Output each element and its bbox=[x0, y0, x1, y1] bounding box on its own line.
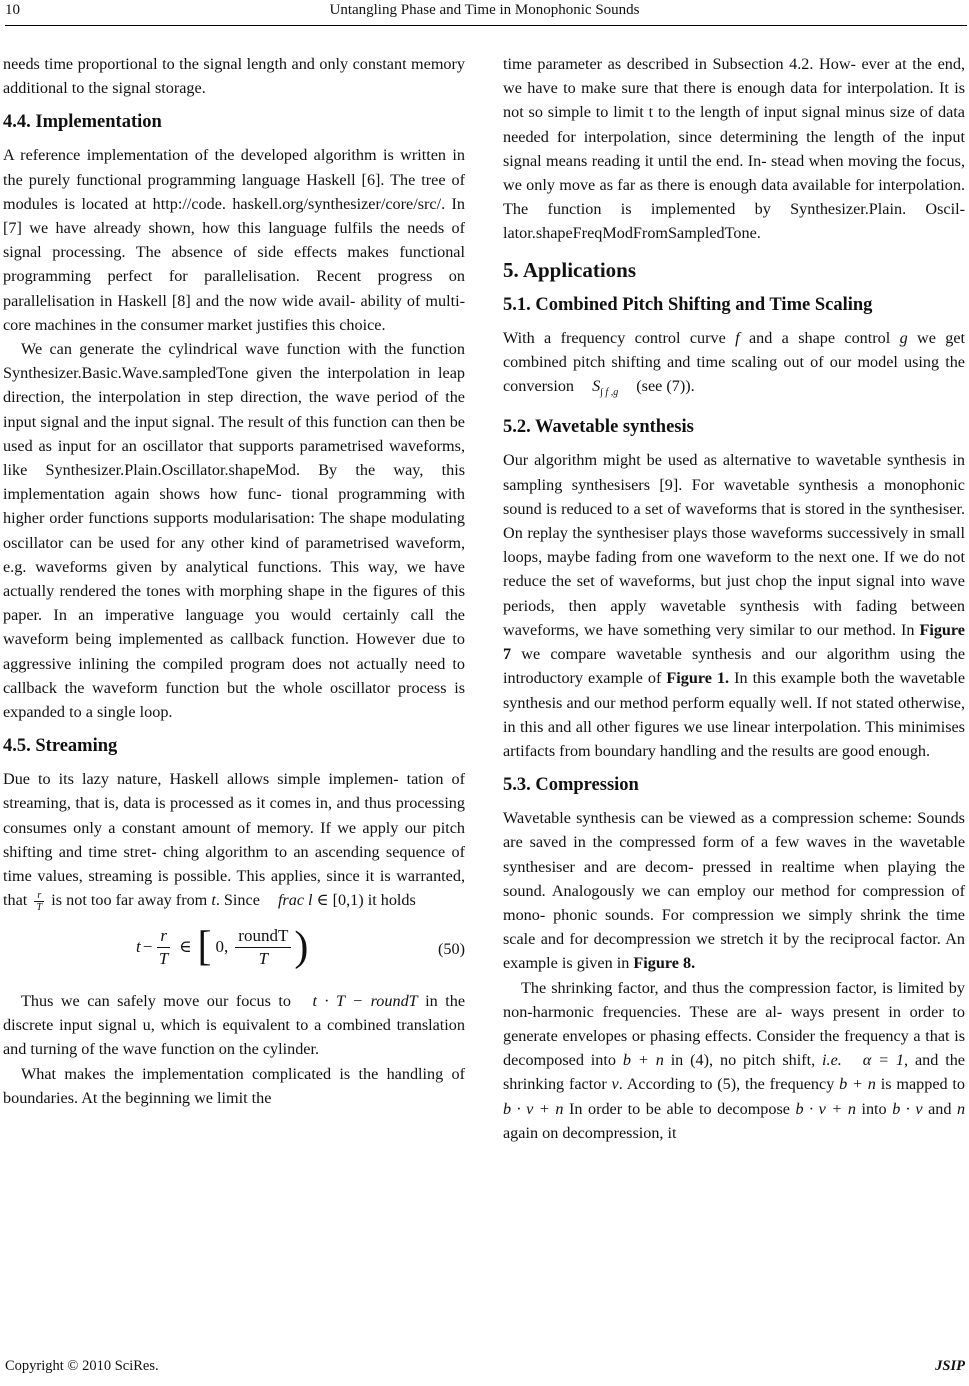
paragraph-shrinking: The shrinking factor, and thus the compression factor, is limited by non-harmonic frequencies. These are al- ways present in order to generate envelopes or phasing effects. Consider the frequency a that is decomposed into b + n in (4), no pitch shift, i.e. α = 1, and the shrinking factor v. According to (5), the frequency b + n is mapped to b · v + n In order to be able to decompose b · v + n into b · v and n again on decompression, it bbox=[503, 978, 966, 1142]
math-focus: t · T − roundT bbox=[312, 992, 418, 1011]
copyright-text: Copyright © 2010 SciRes. bbox=[5, 1358, 159, 1374]
paragraph-thus: Thus we can safely move our focus to t · T − roundT in the discrete input signal u, which is equivalent to a combined translation and turning of the wave function on the cylinder. bbox=[3, 992, 466, 1059]
paragraph-streaming: Due to its lazy nature, Haskell allows simple implemen- tation of streaming, that is, data is processed as it comes in, and thus processing consumes only a constant amount of memory. If we apply our pitch shifting and time stret- ching algorithm to an ascending sequence of time values, streaming is possible. This applies, since it is warranted, that $\frac{r}{T}$ is not too far away from t. Since frac l ∈ [0,1) it holds bbox=[3, 770, 465, 914]
right-column bbox=[503, 52, 965, 1145]
equation-50: t − $\frac{r}{T}$ ∈ [ 0, $\frac{\text{roundT}}{T}$ ) (50) bbox=[136, 924, 465, 971]
paragraph-wavetable: Our algorithm might be used as alternative to wavetable synthesis in sampling synthesisers [9]. For wavetable synthesis a monophonic sound is reduced to a set of waveforms that is stored in the synthesiser. On replay the synthesiser plays those waveforms successively in small loops, maybe fading from one waveform to the next one. If we do not reduce the set of waveforms, but just chop the input signal into wave periods, then apply wavetable synthesis with fading between waveforms, we have something very similar to our method. In Figure 7 we compare wavetable synthesis and our algorithm using the introductory example of Figure 1. In this example both the wavetable synthesis and our method perform equally well. If not stated otherwise, in this and all other figures we use linear interpolation. This minimises artifacts from boundary handling and the results are good enough. bbox=[503, 451, 966, 760]
figure-1-ref: Figure 1. bbox=[666, 669, 730, 688]
inline-fraction-r-over-T: $\frac{r}{T}$ bbox=[34, 890, 44, 913]
running-title: Untangling Phase and Time in Monophonic Sounds bbox=[329, 2, 640, 18]
header-rule bbox=[5, 25, 967, 26]
math-interval: [0,1) bbox=[332, 891, 364, 910]
heading-streaming: 4.5. Streaming bbox=[3, 736, 118, 757]
left-column bbox=[3, 52, 465, 1110]
paragraph-implementation-2: We can generate the cylindrical wave function with the function Synthesizer.Basic.Wave.sampledTone given the interpolation in leap direction, the interpolation in step direction, the wave period of the input signal and the input signal. The result of this function can then be used as input for an oscillator that supports parametrised waveforms, like Synthesizer.Plain.Oscillator.shapeMod. By the way, this implementation again shows how func- tional programming with higher order functions supports modularisation: The shape modulating oscillator can be used for any other kind of parametrised waveform, e.g. waveforms given by analytical functions. This way, we have actually rendered the tones with morphing shape in the figures of this paper. In an imperative language you would certainly call the waveform being implemented as callback function. However due to aggressive inlining the compiled program does not actually need to callback the waveform function but the whole oscillator process is expanded to a single loop. bbox=[3, 340, 465, 722]
heading-combined-pitch: 5.1. Combined Pitch Shifting and Time Scaling bbox=[503, 294, 873, 315]
paragraph-intro: needs time proportional to the signal length and only constant memory additional to the signal storage. bbox=[3, 55, 465, 98]
equation-number: (50) bbox=[438, 940, 465, 959]
figure-8-ref: Figure 8. bbox=[633, 954, 696, 973]
heading-implementation: 4.4. Implementation bbox=[3, 112, 162, 133]
paragraph-continuation: time parameter as described in Subsection 4.2. How- ever at the end, we have to make sure that there is enough data for interpolation. It is not so simple to limit t to the length of input signal minus size of data needed for interpolation, since determining the length of the input signal means reading it until the end. In- stead when moving the focus, we only move as far as there is enough data available for interpolation. The function is implemented by Synthesizer.Plain. Oscil- lator.shapeFreqModFromSampledTone. bbox=[503, 55, 965, 243]
fraction-r-over-T: $\frac{r}{T}$ bbox=[158, 925, 169, 968]
math-S-conversion: $S_{\int f ,g}$ bbox=[592, 377, 619, 399]
paragraph-boundaries: What makes the implementation complicated is the handling of boundaries. At the beginning we limit the bbox=[3, 1064, 465, 1107]
paragraph-combined: With a frequency control curve f and a shape control g we get combined pitch shifting and time scaling out of our model using the conversion $S_{\int f ,g}$ (see (7)). bbox=[503, 328, 966, 399]
heading-wavetable: 5.2. Wavetable synthesis bbox=[503, 417, 694, 438]
paragraph-implementation-1: A reference implementation of the developed algorithm is written in the purely functional programming language Haskell [6]. The tree of modules is located at http://code. haskell.org/synthesizer/core/src/. In [7] we have already shown, how this language fulfils the needs of signal processing. The absence of side effects makes functional programming perfect for parallelisation. Recent progress on parallelisation in Haskell [8] and the now wide avail- ability of multi-core machines in the consumer market justifies this choice. bbox=[3, 146, 465, 334]
page-number: 10 bbox=[5, 2, 20, 18]
paragraph-compression: Wavetable synthesis can be viewed as a compression scheme: Sounds are saved in the compressed form of a few waves in the wavetable synthesiser and are decom- pressed in realtime when playing the sound. Analogously we can employ our method for compression of mono- phonic sounds. For compression we simply shrink the time scale and for decompression we stretch it by the reciprocal factor. An example is given in Figure 8. bbox=[503, 809, 965, 973]
heading-compression: 5.3. Compression bbox=[503, 775, 639, 796]
journal-name: JSIP bbox=[935, 1358, 965, 1374]
page-header bbox=[0, 0, 969, 24]
heading-applications: 5. Applications bbox=[503, 257, 637, 282]
math-frac-l: frac l ∈ bbox=[277, 891, 329, 910]
fraction-roundT-over-T: $\frac{\text{roundT}}{T}$ bbox=[235, 925, 291, 970]
figure-7-ref: Figure 7 bbox=[503, 620, 965, 664]
math-t: t bbox=[211, 891, 216, 910]
